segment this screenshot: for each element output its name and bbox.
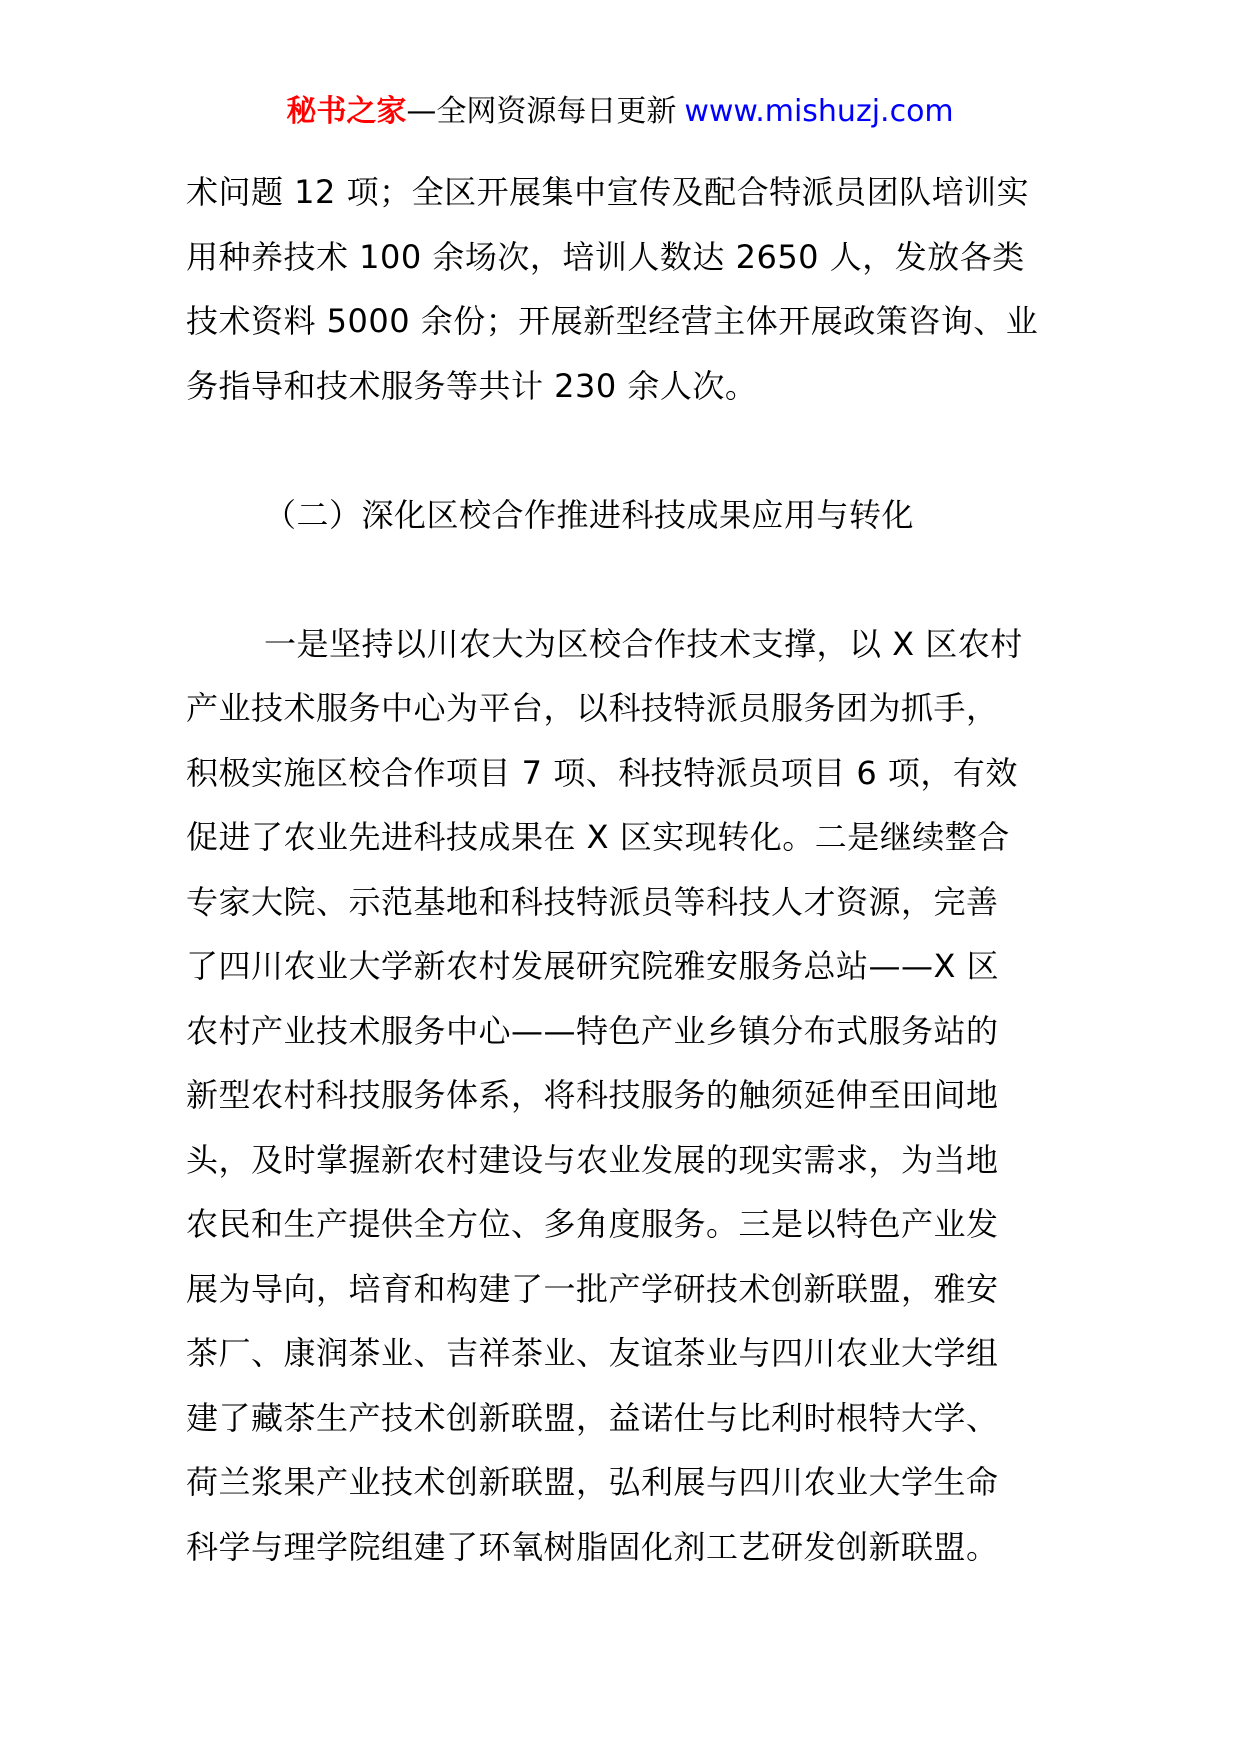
text-line: 农民和生产提供全方位、多角度服务。三是以特色产业发: [186, 1205, 999, 1243]
text-line: 积极实施区校合作项目 7 项、科技特派员项目 6 项，有效: [186, 753, 1018, 792]
text-line: 专家大院、示范基地和科技特派员等科技人才资源，完善: [186, 882, 999, 921]
site-url-link[interactable]: www.mishuzj.com: [684, 94, 954, 129]
text-line: 头，及时掌握新农村建设与农业发展的现实需求，为当地: [186, 1140, 999, 1179]
text-line: 茶厂、康润茶业、吉祥茶业、友谊茶业与四川农业大学组: [186, 1334, 999, 1372]
section-heading: （二）深化区校合作推进科技成果应用与转化: [264, 495, 915, 534]
text-line: 展为导向，培育和构建了一批产学研技术创新联盟，雅安: [186, 1269, 999, 1308]
header-tagline: —全网资源每日更新: [406, 94, 677, 129]
text-line: 科学与理学院组建了环氧树脂固化剂工艺研发创新联盟。: [186, 1527, 999, 1566]
text-line: 产业技术服务中心为平台，以科技特派员服务团为抓手，: [186, 689, 999, 727]
text-line: 荷兰浆果产业技术创新联盟，弘利展与四川农业大学生命: [186, 1463, 999, 1501]
text-line: 术问题 12 项；全区开展集中宣传及配合特派员团队培训实: [186, 173, 1030, 211]
paragraph-main: [186, 612, 1056, 1580]
text-line: 促进了农业先进科技成果在 X 区实现转化。二是继续整合: [186, 818, 1010, 856]
text-line: 建了藏茶生产技术创新联盟，益诺仕与比利时根特大学、: [186, 1398, 999, 1437]
brand-name: 秘书之家: [286, 94, 407, 129]
text-line: 新型农村科技服务体系，将科技服务的触须延伸至田间地: [186, 1076, 999, 1114]
site-header: [0, 92, 1240, 132]
text-line: 了四川农业大学新农村发展研究院雅安服务总站——X 区: [186, 947, 1000, 985]
text-line: 技术资料 5000 余份；开展新型经营主体开展政策咨询、业: [186, 302, 1039, 340]
text-line: 务指导和技术服务等共计 230 余人次。: [186, 366, 758, 405]
text-line: 农村产业技术服务中心——特色产业乡镇分布式服务站的: [186, 1011, 999, 1050]
paragraph-spacer: [186, 547, 1056, 612]
paragraph-spacer: [186, 418, 1056, 483]
document-body: [186, 160, 1056, 1579]
text-line: 用种养技术 100 余场次，培训人数达 2650 人，发放各类: [186, 237, 1025, 276]
text-line: 一是坚持以川农大为区校合作技术支撑，以 X 区农村: [264, 624, 1023, 663]
paragraph-continuation: [186, 160, 1056, 418]
